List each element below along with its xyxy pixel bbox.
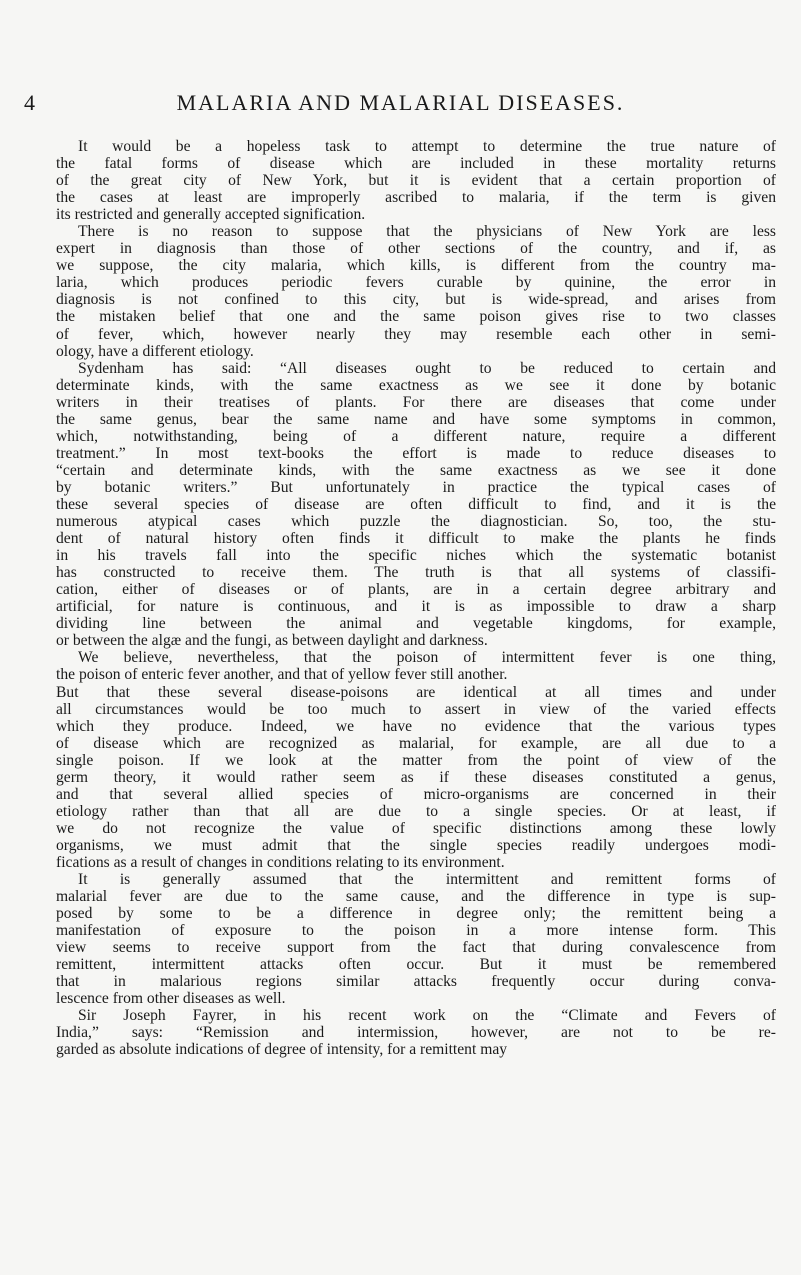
- text-line: the same genus, bear the same name and have some symptoms in common,: [56, 410, 776, 428]
- text-line: It would be a hopeless task to attempt to determine the true nature of: [78, 138, 776, 155]
- page-header: [0, 88, 801, 118]
- text-line: diagnosis is not confined to this city, but is wide-spread, and arises from: [56, 291, 776, 309]
- text-line: the poison of enteric fever another, and that of yellow fever still another.: [56, 666, 508, 684]
- text-line: and that several allied species of micro-organisms are concerned in their: [56, 785, 776, 803]
- text-line: of the great city of New York, but it is evident that a certain proportion of: [56, 172, 776, 190]
- text-line: treatment.” In most text-books the effort is made to reduce diseases to: [56, 444, 776, 462]
- text-line: which they produce. Indeed, we have no evidence that the various types: [56, 717, 776, 735]
- text-line: But that these several disease-poisons are identical at all times and under: [56, 683, 776, 701]
- text-line: the mistaken belief that one and the same poison gives rise to two classes: [56, 308, 776, 326]
- text-line: has constructed to receive them. The truth is that all systems of classifi-: [56, 564, 776, 582]
- text-line: etiology rather than that all are due to a single species. Or at least, if: [56, 802, 776, 820]
- text-line: these several species of disease are often difficult to find, and it is the: [56, 495, 776, 513]
- text-line: writers in their treatises of plants. For there are diseases that come under: [56, 393, 776, 411]
- text-line: Sir Joseph Fayrer, in his recent work on the “Climate and Fevers of: [78, 1007, 776, 1025]
- text-line: the fatal forms of disease which are included in these mortality returns: [56, 155, 776, 173]
- page-number: 4: [24, 90, 35, 115]
- body-text: [56, 138, 776, 1059]
- text-line: or between the algæ and the fungi, as between daylight and darkness.: [56, 632, 488, 650]
- text-line: laria, which produces periodic fevers curable by quinine, the error in: [56, 274, 776, 292]
- text-line: view seems to receive support from the fact that during convalescence from: [56, 939, 776, 957]
- text-line: remittent, intermittent attacks often occur. But it must be remembered: [56, 956, 776, 974]
- text-line: all circumstances would be too much to assert in view of the varied effects: [56, 700, 776, 718]
- text-line: We believe, nevertheless, that the poison of intermittent fever is one thing,: [78, 649, 776, 667]
- text-line: India,” says: “Remission and intermission, however, are not to be re-: [56, 1024, 776, 1042]
- text-line: lescence from other diseases as well.: [56, 990, 286, 1008]
- text-line: dividing line between the animal and vegetable kingdoms, for example,: [56, 615, 776, 633]
- text-line: in his travels fall into the specific niches which the systematic botanist: [56, 547, 776, 565]
- text-line: by botanic writers.” But unfortunately in practice the typical cases of: [56, 478, 776, 496]
- text-line: malarial fever are due to the same cause, and the difference in type is sup-: [56, 888, 776, 906]
- text-line: “certain and determinate kinds, with the same exactness as we see it done: [56, 461, 776, 479]
- text-line: cation, either of diseases or of plants, are in a certain degree arbitrary and: [56, 581, 776, 599]
- text-line: we suppose, the city malaria, which kills, is different from the country ma-: [56, 257, 776, 275]
- text-line: ology, have a different etiology.: [56, 342, 254, 360]
- text-line: that in malarious regions similar attacks frequently occur during conva-: [56, 973, 776, 991]
- text-line: fications as a result of changes in conditions relating to its environment.: [56, 853, 505, 871]
- text-line: It is generally assumed that the intermittent and remittent forms of: [78, 871, 776, 889]
- text-line: we do not recognize the value of specific distinctions among these lowly: [56, 819, 776, 837]
- text-line: organisms, we must admit that the single species readily undergoes modi-: [56, 836, 776, 854]
- text-line: posed by some to be a difference in degree only; the remittent being a: [56, 905, 776, 923]
- text-line: manifestation of exposure to the poison in a more intense form. This: [56, 922, 776, 940]
- text-line: garded as absolute indications of degree of intensity, for a remittent may: [56, 1041, 508, 1059]
- text-line: expert in diagnosis than those of other sections of the country, and if, as: [56, 240, 776, 258]
- text-line: the cases at least are improperly ascribed to malaria, if the term is given: [56, 189, 776, 207]
- text-line: Sydenham has said: “All diseases ought to be reduced to certain and: [78, 359, 776, 377]
- text-line: single poison. If we look at the matter from the point of view of the: [56, 751, 776, 769]
- text-line: determinate kinds, with the same exactness as we see it done by botanic: [56, 376, 776, 394]
- text-line: its restricted and generally accepted signification.: [56, 206, 366, 224]
- text-line: which, notwithstanding, being of a different nature, require a different: [56, 427, 776, 445]
- text-line: There is no reason to suppose that the physicians of New York are less: [78, 223, 776, 241]
- text-line: of disease which are recognized as malarial, for example, are all due to a: [56, 734, 776, 752]
- running-title: MALARIA AND MALARIAL DISEASES.: [176, 90, 625, 115]
- text-line: artificial, for nature is continuous, and it is as impossible to draw a sharp: [56, 598, 776, 616]
- text-line: dent of natural history often finds it difficult to make the plants he finds: [56, 530, 776, 548]
- text-line: germ theory, it would rather seem as if these diseases constituted a genus,: [56, 768, 776, 786]
- text-line: of fever, which, however nearly they may resemble each other in semi-: [56, 325, 776, 343]
- text-line: numerous atypical cases which puzzle the diagnostician. So, too, the stu-: [56, 513, 776, 531]
